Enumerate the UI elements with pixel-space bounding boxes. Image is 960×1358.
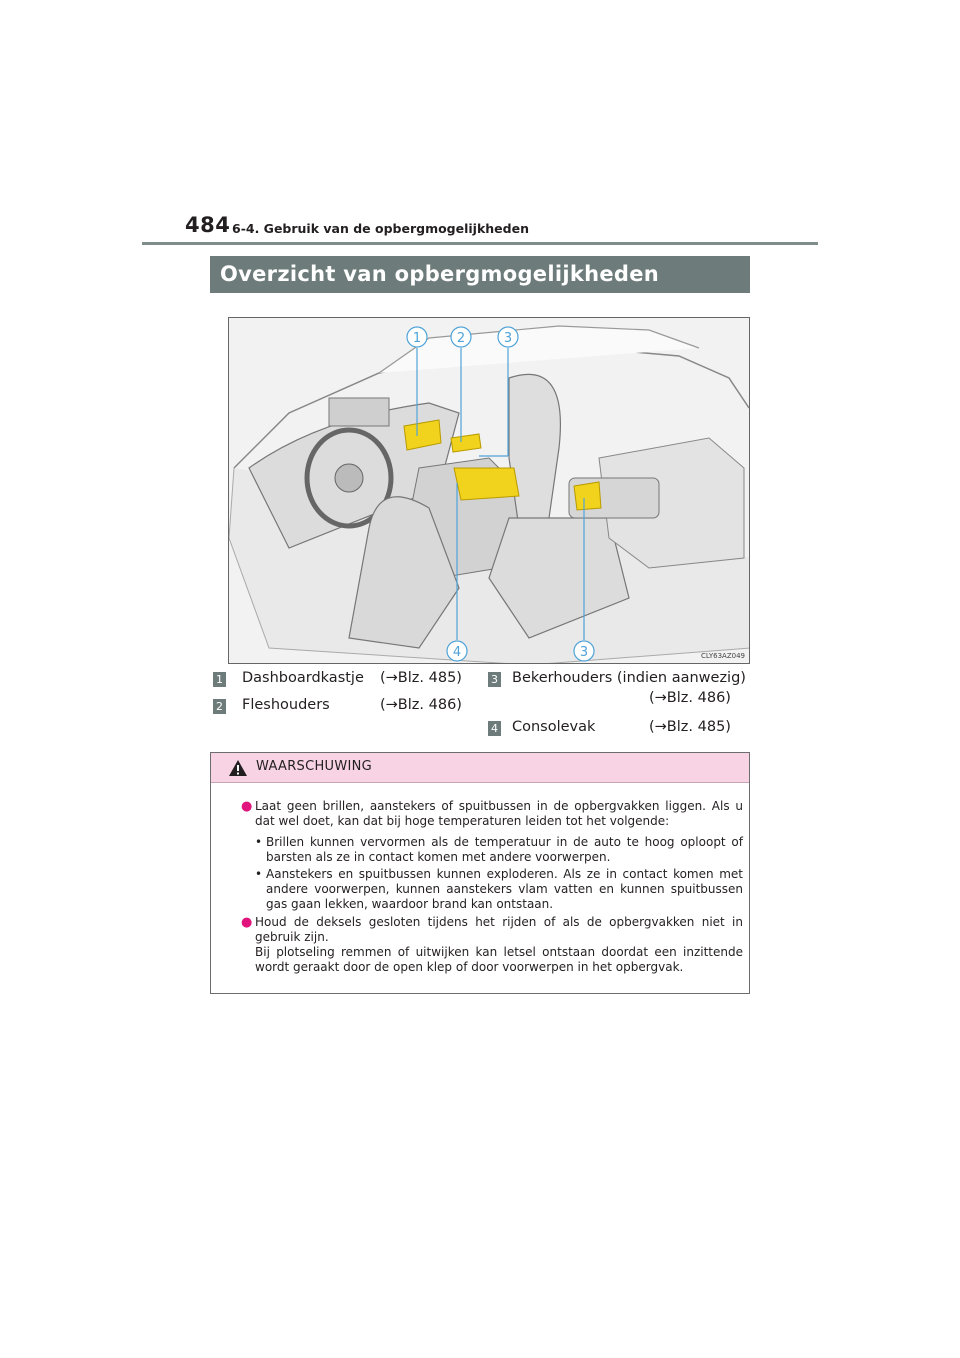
legend-badge-4: 4	[488, 721, 501, 736]
car-interior-drawing	[229, 318, 750, 664]
callout-1: 1	[412, 331, 422, 346]
legend-badge-3: 3	[488, 672, 501, 687]
callout-2: 2	[456, 331, 466, 346]
bullet-marker: ●	[241, 915, 253, 930]
warning-bullet-2	[241, 915, 743, 975]
warning-sub-2	[255, 867, 743, 912]
callout-3-bottom: 3	[579, 645, 589, 660]
warning-triangle-icon	[229, 760, 247, 776]
legend-badge-1: 1	[213, 672, 226, 687]
legend-ref-2: (→Blz. 486)	[380, 697, 462, 713]
sub-marker: •	[255, 835, 263, 849]
legend-label-4: Consolevak	[512, 719, 596, 735]
legend-ref-4: (→Blz. 485)	[649, 719, 731, 735]
warning-header	[211, 753, 749, 783]
callout-3-top: 3	[503, 331, 513, 346]
warning-sub-1-text: Brillen kunnen vervormen als de temperatuur in de auto te hoog oploopt of barsten als ze in contact komen met andere voorwerpen.	[266, 835, 743, 864]
warning-bullet-1-text: Laat geen brillen, aanstekers of spuitbussen in de opbergvakken liggen. Als u dat wel doet, kan dat bij hoge temperaturen leiden tot het volgende:	[255, 799, 743, 828]
legend-badge-2: 2	[213, 699, 226, 714]
page-number: 484	[185, 213, 231, 237]
legend-label-1: Dashboardkastje	[242, 670, 364, 686]
car-interior-illustration	[228, 317, 750, 664]
legend-label-2: Fleshouders	[242, 697, 330, 713]
warning-bullet-2-detail: Bij plotseling remmen of uitwijken kan letsel ontstaan doordat een inzittende wordt geraakt door de open klep of door voorwerpen in het opbergvak.	[255, 945, 743, 974]
warning-sub-2-text: Aanstekers en spuitbussen kunnen exploderen. Als ze in contact komen met andere voorwerpen, kunnen aanstekers vlam vatten en kunnen spuitbussen gas gaan lekken, waardoor brand kan ontstaan.	[266, 867, 743, 911]
legend-ref-3: (→Blz. 486)	[649, 690, 731, 706]
warning-bullet-1	[241, 799, 743, 829]
figure-code: CLY63AZ049	[701, 652, 745, 660]
warning-title: WAARSCHUWING	[256, 759, 373, 774]
warning-sub-1	[255, 835, 743, 865]
section-title: Overzicht van opbergmogelijkheden	[210, 256, 750, 293]
header-divider	[142, 242, 818, 245]
warning-box	[210, 752, 750, 994]
legend-ref-1: (→Blz. 485)	[380, 670, 462, 686]
warning-bullet-2-text: Houd de deksels gesloten tijdens het rijden of als de opbergvakken niet in gebruik zijn.	[255, 915, 743, 944]
bullet-marker: ●	[241, 799, 253, 814]
callout-4: 4	[452, 645, 462, 660]
sub-marker: •	[255, 867, 263, 881]
legend-label-3: Bekerhouders (indien aanwezig)	[512, 670, 746, 686]
section-header: 6-4. Gebruik van de opbergmogelijkheden	[232, 221, 529, 236]
